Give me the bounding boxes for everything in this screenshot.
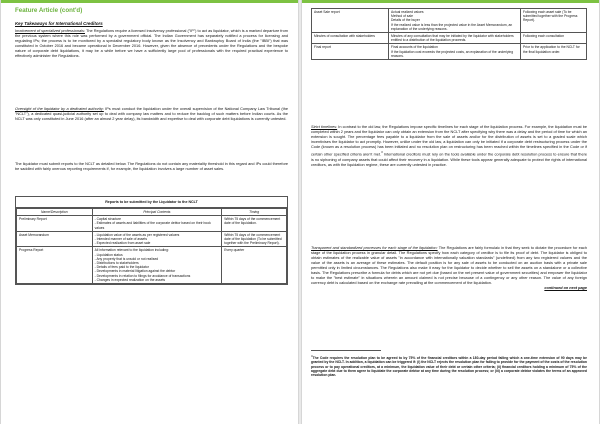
left-page <box>0 0 299 424</box>
list-item: - Changes in expected realization on the assets <box>95 278 220 282</box>
paragraph-body: The Regulations are fairly formulaic in that they seek to dictate the procedure for each stage of the liquidation process in granular detail. The Regulations specify how each category of creditor is to file its proof of debt. The liquidator is obliged to obtain estimates of the realizable value of assets "in accordance with internationally valuation standards" (undefined) from any two registered valuers and the value of the assets is an average of these estimates. The default position is for any sale of assets to be conducted on an auction basis with a private sale permitted only in limited circumstances. The Regulations also make it easy for the liquidator to decide whether to sell the assets on a standalone or a collective basis. The Regulations prescribe a formula for debts which are not yet due (based on the net present value of government securities) and empower the liquidator to make the "best estimate" in situations wherein an amount claimed is not precise because of a contingency or any other reason. The value of any foreign currency debt is calculated based on the exchange rate prevailing at the commencement of the liquidation. <box>311 246 587 286</box>
list-item: - Any property that is unsold or not realised <box>95 257 220 261</box>
paragraph-body: In contrast to the old law, the Regulations impose specific timelines for each stage of the liquidation process. For example, the liquidation must be completed within 2 years and the liquidator can only obtain an extension from the NCLT after specifying why there was a delay and the period of time for which an extension is sought. The percentage fees payable to a liquidator from the sale of assets and/or for the distribution of assets is set to a graded scale which incentivises the liquidator to act promptly. However, unlike under the old law, a liquidation can only be initiated if a corporate debt restructuring process under the Code (known as a resolution process) has been initiated and no resolution plan on restructuring has been reached within the timelines specified in the Code or if certain other specified criteria aren't met. <box>311 125 587 157</box>
list-item: Method of sale <box>391 14 413 19</box>
paragraph-lead: Oversight of the liquidator by a dedicated authority: <box>15 107 104 111</box>
reports-table-continued <box>311 8 587 60</box>
report-contents <box>389 44 521 60</box>
section-transparent-processes <box>311 246 587 290</box>
report-timing: Prior to the application to the NCLT for the final liquidation order. <box>521 44 587 60</box>
footnote-text: The Code requires the resolution plan to be agreed to by 75% of the financial creditors within a 180-day period failing which a one-time extension of 90 days may be granted by the NCLT. In addition, a liquidation can be triggered if: (i) the NCLT rejects the resolution plan for failing to provide for the payment of the costs of the resolution process or to pay operational creditors, at a minimum, the liquidation value of their debt or certain other criteria; (ii) financial creditors holding a minimum of 75% of the aggregate debt due to them agree to liquidate the corporate debtor at any time during the resolution process; or (iii) a corporate debtor violates the terms of an approved resolution plan. <box>311 356 587 378</box>
table-row <box>17 231 287 247</box>
list-item: If the liquidation cost exceeds the projected costs, an explanation of the underlying reasons. <box>391 49 514 58</box>
report-contents <box>389 9 521 33</box>
paragraph-lead: Transparent and standardized processes for each stage of the liquidation: <box>311 246 438 250</box>
column-header: Timing <box>222 209 287 216</box>
footnote-reference: 3 <box>381 150 383 155</box>
table-row <box>312 33 587 44</box>
continued-link[interactable]: continued on next page <box>544 286 587 291</box>
footnote-number: 3 <box>311 354 313 358</box>
paragraph-lead: Strict timelines: <box>311 125 338 129</box>
list-item: - Capital structure <box>95 217 220 221</box>
footnote <box>311 354 587 377</box>
paragraph-transparent-processes <box>311 246 587 286</box>
table-row <box>17 247 287 284</box>
paragraph-strict-timelines <box>311 125 587 168</box>
report-name: Final report <box>312 44 389 60</box>
list-item: - Expected realization from asset sale <box>95 241 220 245</box>
list-item: - Intended manner of sale of assets <box>95 237 220 241</box>
report-timing: Within 75 days of the commencement date of the liquidation. <box>222 216 287 232</box>
report-contents <box>389 33 521 44</box>
report-contents <box>92 216 222 232</box>
list-item: - Details of fees paid to the liquidator <box>95 265 220 269</box>
footnote-divider <box>311 350 381 351</box>
report-contents <box>92 231 222 247</box>
report-name: Asset Sale report <box>312 9 389 33</box>
reports-table-grid <box>311 8 587 60</box>
report-name: Progress Report <box>17 247 93 284</box>
reports-table-grid <box>16 208 287 284</box>
paragraph-tail: International creditors must rely on the tools available under the corporate debt resolution process to ensure that there is no siphoning of company assets that could affect their recovery in a liquidation. While these tools appear generally adequate to protect the rights of international creditors, as with the liquidation regime, these are currently untested in practice. <box>311 152 588 167</box>
reports-table <box>15 196 288 285</box>
paragraph-specialized-professionals <box>15 29 288 59</box>
table-row <box>312 44 587 60</box>
contents-intro: All information relevant to the liquidation including: <box>94 248 169 253</box>
report-timing: Following each consultation <box>521 33 587 44</box>
list-item: - Developments in relation to filings for avoidance of transactions <box>95 274 220 278</box>
list-item: If the realized value is less than the projected value in the Asset Memorandum, an explanation of the underlying reasons. <box>391 22 513 31</box>
list-item: Minutes of any consultation that may be initiated by the liquidator with stakeholders entitled to a distribution of the liquidation proceeds. <box>391 34 514 43</box>
report-name: Minutes of consultation with stakeholders <box>312 33 389 44</box>
report-timing: Within 75 days of the commencement date of the liquidation (To be submitted together with the Preliminary Report). <box>222 231 287 247</box>
paragraph-lead: Involvement of specialized professionals: <box>15 29 85 33</box>
table-row <box>17 216 287 232</box>
report-timing: Every quarter <box>222 247 287 284</box>
list-item: Final accounts of the liquidation <box>391 45 438 50</box>
table-title: Reports to be submitted by the Liquidator to the NCLT <box>16 197 287 208</box>
list-item: - Developments in material litigation against the debtor <box>95 269 220 273</box>
list-item: - Distributions to stakeholders <box>95 261 220 265</box>
list-item: Details of the buyer <box>391 18 420 23</box>
table-header-row <box>17 209 287 216</box>
report-contents <box>92 247 222 284</box>
report-name: Asset Memorandum <box>17 231 93 247</box>
section-subheading: Key Takeaways for International Creditors <box>15 21 103 26</box>
report-timing: Following each asset sale (To be submitted together with the Progress Report). <box>521 9 587 33</box>
report-name: Preliminary Report <box>17 216 93 232</box>
paragraph-reports-intro: The liquidator must submit reports to the NCLT as detailed below. The Regulations do not contain any materiality threshold in this regard and IPs could therefore be saddled with fairly onerous reporting requirements if, for example, the liquidation involves a large number of asset sales. <box>15 162 288 172</box>
list-item: - Liquidation status <box>95 253 220 257</box>
paragraph-oversight <box>15 107 288 122</box>
right-page <box>301 0 600 424</box>
list-item: - Liquidation value of the assets as per registered valuers <box>95 233 220 237</box>
column-header: Principal Contents <box>92 209 222 216</box>
list-item: Actual realized values <box>391 10 424 14</box>
table-row <box>312 9 587 33</box>
paragraph-body: IPs must conduct the liquidation under the overall supervision of the National Company Law Tribunal (the "NCLT"), a dedicated quasi-judicial authority set up to deal with company law matters and to reduce the backlog of such matters before Indian courts. As the NCLT was only constituted in June 2016 (after an almost 2 year delay), its bandwidth and expertise to deal with corporate debt liquidations is currently untested. <box>15 107 288 122</box>
paragraph-body: The Regulations require a licensed insolvency professional ("IP") to act as liquidator, which is a marked departure from the previous system where this role was performed by a government official. The Indian Government has separately notified a process for licensing and regulating IPs; the process is to be monitored by a specialist regulatory body known as the Insolvency and Bankruptcy Board of India (the "IBBI") that was constituted in October 2016 and became operational in December 2016. However, given the absence of precedents under the Regulations and the bespoke nature of corporate debt liquidations, it may be a while before we have a sufficiently large pool of professionals with the required practical experience to effectively administer the Regulations. <box>15 29 288 59</box>
list-item: - Estimates of assets and liabilities of the corporate debtor based on their book values <box>95 221 220 229</box>
feature-article-header: Feature Article (cont'd) <box>15 7 83 14</box>
column-header: Name/Description <box>17 209 93 216</box>
